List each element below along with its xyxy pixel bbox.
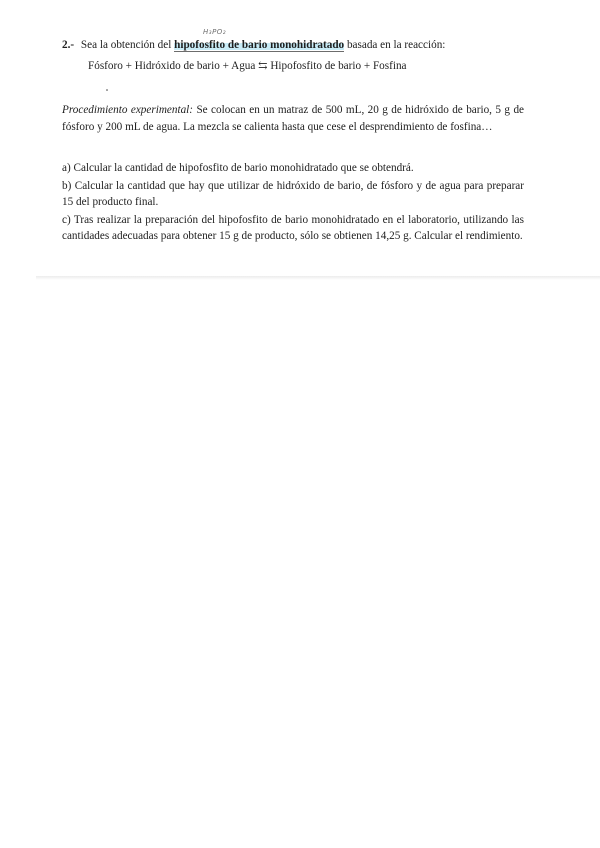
procedure-label: Procedimiento experimental: xyxy=(62,104,193,116)
procedure-text: Se colocan en un matraz de 500 mL, 20 g de hidróxido de bario, 5 g de fósforo y 200 mL de agua. La mezcla se calienta hasta que cese el desprendimiento de fosfina… xyxy=(62,104,525,133)
problem-intro-end: basada en la reacción: xyxy=(346,39,446,51)
problem-number: 2.- xyxy=(62,39,75,51)
problem-heading xyxy=(62,38,524,53)
questions-list xyxy=(62,160,524,244)
procedure-paragraph xyxy=(62,102,524,136)
scan-shadow xyxy=(36,276,600,280)
question-a: a) Calcular la cantidad de hipofosfito de bario monohidratado que se obtendrá. xyxy=(62,162,414,174)
question-b: b) Calcular la cantidad que hay que utilizar de hidróxido de bario, de fósforo y de agua para preparar 15 del producto final. xyxy=(62,180,524,208)
problem-intro: Sea la obtención del xyxy=(80,39,172,51)
question-c: c) Tras realizar la preparación del hipofosfito de bario monohidratado en el laboratorio, utilizando las cantidades adecuadas para obtener 15 g de producto, sólo se obtienen 14,25 g. Calcular el rendimiento. xyxy=(62,214,524,242)
scan-speck xyxy=(106,89,108,91)
reaction-equation: Fósforo + Hidróxido de bario + Agua ⇆ Hipofosfito de bario + Fosfina xyxy=(88,60,407,72)
problem-block xyxy=(62,38,524,246)
highlighted-compound: hipofosfito de bario monohidratado xyxy=(174,39,345,51)
handwritten-formula-note: H₃PO₂ xyxy=(203,28,227,36)
